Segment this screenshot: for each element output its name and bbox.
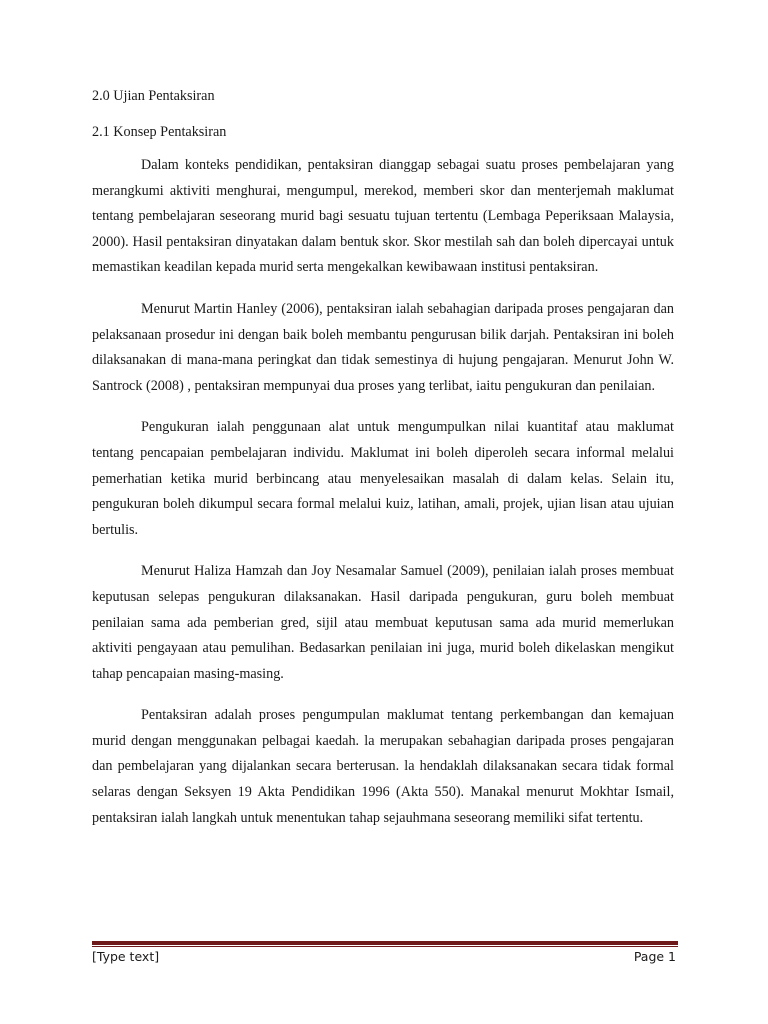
paragraph-5: Pentaksiran adalah proses pengumpulan maklumat tentang perkembangan dan kemajuan murid dengan menggunakan pelbagai kaedah. la merupakan sebahagian daripada proses pengajaran dan pembelajaran yang dijalankan secara berterusan. la hendaklah dilaksanakan secara tidak formal selaras dengan Seksyen 19 Akta Pendidikan 1996 (Akta 550). Manakal menurut Mokhtar Ismail, pentaksiran ialah langkah untuk menentukan tahap sejauhmana seseorang memiliki sifat tertentu. bbox=[92, 707, 674, 826]
footer-placeholder-text[interactable]: [Type text] bbox=[92, 949, 160, 964]
page-number: Page 1 bbox=[633, 949, 676, 964]
paragraph-2: Menurut Martin Hanley (2006), pentaksiran ialah sebahagian daripada proses pengajaran dan pelaksanaan prosedur ini dengan baik boleh membantu pengurusan bilik darjah. Pentaksiran ini boleh dilaksanakan di mana-mana peringkat dan tidak semestinya di hujung pengajaran. Menurut John W. Santrock (2008) , pentaksiran mempunyai dua proses yang terlibat, iaitu pengukuran dan penilaian. bbox=[92, 300, 674, 394]
paragraph-1: Dalam konteks pendidikan, pentaksiran dianggap sebagai suatu proses pembelajaran yang merangkumi aktiviti menghurai, mengumpul, merekod, memberi skor dan menterjemah maklumat tentang pembelajaran seseorang murid bagi sesuatu tujuan tertentu (Lembaga Peperiksaan Malaysia, 2000). Hasil pentaksiran dinyatakan dalam bentuk skor. Skor mestilah sah dan boleh dipercayai untuk memastikan keadilan kepada murid serta mengekalkan kewibawaan institusi pentaksiran. bbox=[92, 157, 674, 276]
subsection-heading: 2.1 Konsep Pentaksiran bbox=[92, 124, 227, 140]
footer-divider bbox=[92, 941, 678, 945]
paragraph-4: Menurut Haliza Hamzah dan Joy Nesamalar Samuel (2009), penilaian ialah proses membuat keputusan selepas pengukuran dilaksanakan. Hasil daripada pengukuran, guru boleh membuat penilaian sama ada pemberian gred, sijil atau membuat keputusan sama ada murid memerlukan aktiviti pengayaan atau pemulihan. Bedasarkan penilaian ini juga, murid boleh dikelaskan mengikut tahap pencapaian masing-masing. bbox=[92, 563, 674, 682]
section-heading: 2.0 Ujian Pentaksiran bbox=[92, 88, 215, 104]
paragraph-3: Pengukuran ialah penggunaan alat untuk mengumpulkan nilai kuantitaf atau maklumat tentang pencapaian pembelajaran individu. Maklumat ini boleh diperoleh secara informal melalui pemerhatian ketika murid berbincang atau menyelesaikan masalah di dalam kelas. Selain itu, pengukuran boleh dikumpul secara formal melalui kuiz, latihan, amali, projek, ujian lisan atau ujuian bertulis. bbox=[92, 419, 674, 538]
document-body bbox=[92, 84, 674, 847]
footer-divider-thin bbox=[92, 946, 678, 947]
